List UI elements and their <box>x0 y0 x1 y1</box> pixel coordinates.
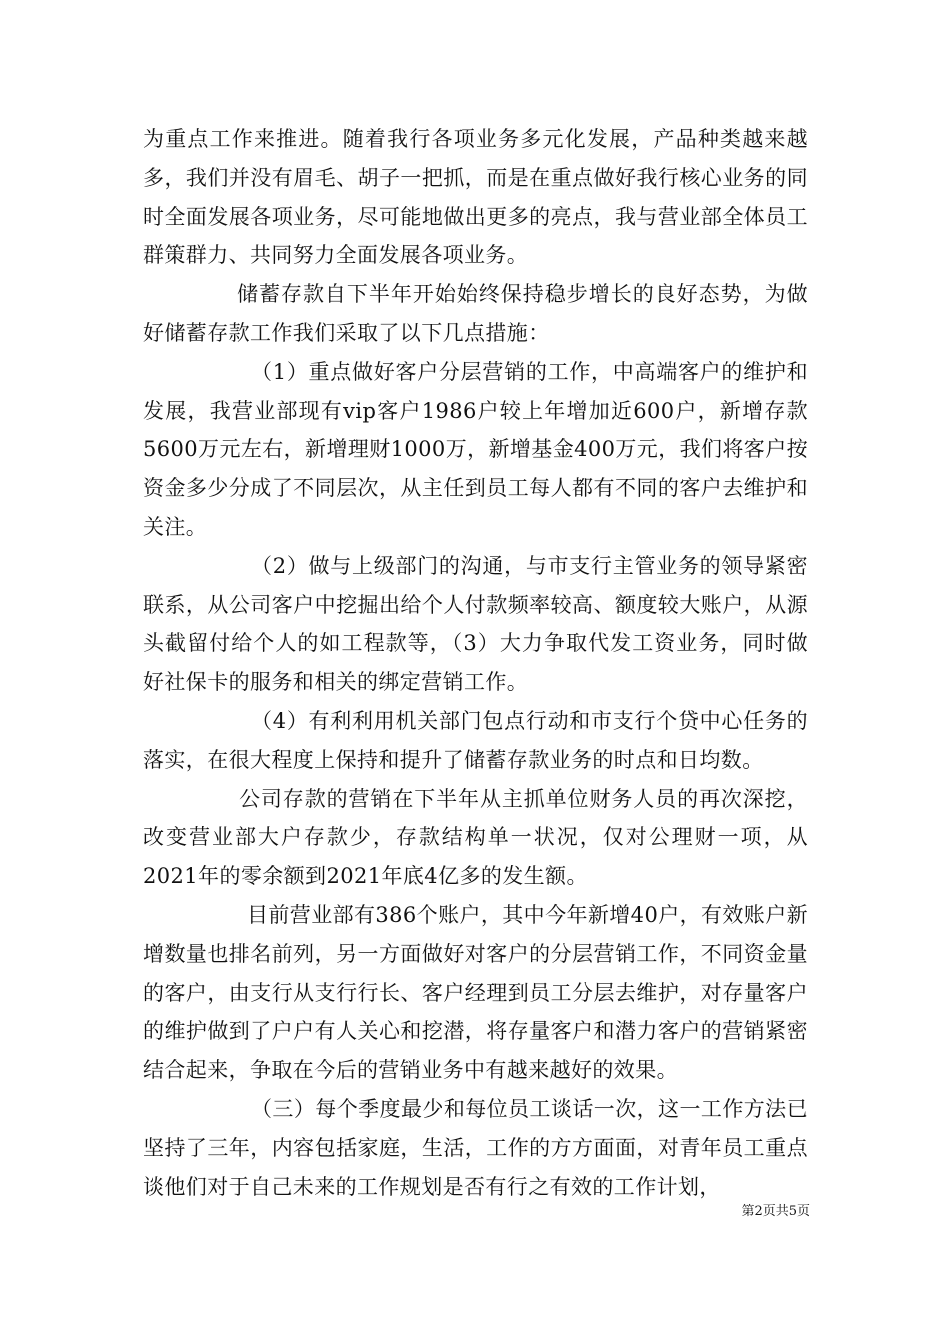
body-text <box>143 120 808 1206</box>
paragraph-6: 公司存款的营销在下半年从主抓单位财务人员的再次深挖，改变营业部大户存款少，存款结构单一状况，仅对公理财一项，从2021年的零余额到2021年底4亿多的发生额。 <box>143 786 808 889</box>
paragraph-2: 储蓄存款自下半年开始始终保持稳步增长的良好态势，为做好储蓄存款工作我们采取了以下几点措施： <box>143 282 808 345</box>
paragraph-7: 目前营业部有386个账户，其中今年新增40户，有效账户新增数量也排名前列，另一方面做好对客户的分层营销工作，不同资金量的客户，由支行从支行行长、客户经理到员工分层去维护，对存量客户的维护做到了户户有人关心和挖潜，将存量客户和潜力客户的营销紧密结合起来，争取在今后的营销业务中有越来越好的效果。 <box>143 902 809 1083</box>
paragraph-5: （4）有利利用机关部门包点行动和市支行个贷中心任务的落实，在很大程度上保持和提升了储蓄存款业务的时点和日均数。 <box>143 708 808 772</box>
paragraph-4: （2）做与上级部门的沟通，与市支行主管业务的领导紧密联系，从公司客户中挖掘出给个人付款频率较高、额度较大账户，从源头截留付给个人的如工程款等，（3）大力争取代发工资业务，同时做好社保卡的服务和相关的绑定营销工作。 <box>143 553 808 695</box>
paragraph-1: 为重点工作来推进。随着我行各项业务多元化发展，产品种类越来越多，我们并没有眉毛、胡子一把抓，而是在重点做好我行核心业务的同时全面发展各项业务，尽可能地做出更多的亮点，我与营业部全体员工群策群力、共同努力全面发展各项业务。 <box>143 127 808 268</box>
paragraph-3: （1）重点做好客户分层营销的工作，中高端客户的维护和发展，我营业部现有vip客户1986户较上年增加近600户，新增存款5600万元左右，新增理财1000万，新增基金400万元，我们将客户按资金多少分成了不同层次，从主任到员工每人都有不同的客户去维护和关注。 <box>143 359 808 539</box>
page-number: 第2页共5页 <box>741 1204 810 1219</box>
paragraph-8: （三）每个季度最少和每位员工谈话一次，这一工作方法已坚持了三年，内容包括家庭，生活，工作的方方面面，对青年员工重点谈他们对于自己未来的工作规划是否有行之有效的工作计划， <box>143 1096 808 1199</box>
